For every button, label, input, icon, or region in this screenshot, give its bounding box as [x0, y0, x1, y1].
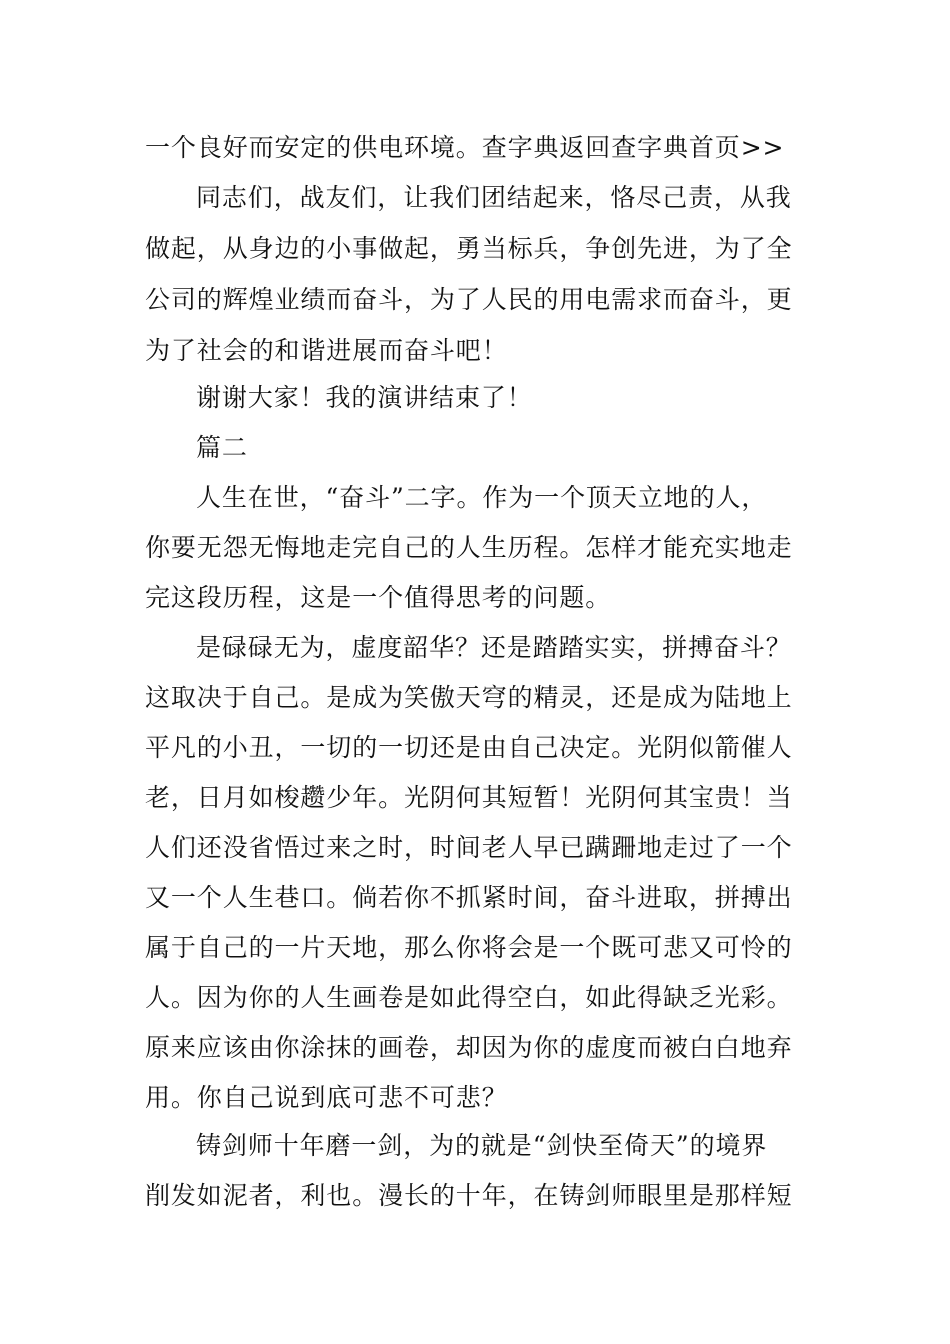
- text-line: 为了社会的和谐进展而奋斗吧！: [145, 336, 508, 365]
- text-line: 属于自己的一片天地，那么你将会是一个既可悲又可怜的: [145, 933, 793, 962]
- text-line: 削发如泥者，利也。漫长的十年，在铸剑师眼里是那样短: [145, 1181, 793, 1210]
- text-line: 做起，从身边的小事做起，勇当标兵，争创先进，为了全: [145, 234, 793, 263]
- text-line: 用。你自己说到底可悲不可悲？: [145, 1083, 508, 1112]
- text-line: 谢谢大家！我的演讲结束了！: [196, 383, 533, 412]
- text-line: 人。因为你的人生画卷是如此得空白，如此得缺乏光彩。: [145, 983, 793, 1012]
- text-line: 你要无怨无悔地走完自己的人生历程。怎样才能充实地走: [145, 533, 793, 562]
- text-line: 原来应该由你涂抹的画卷，却因为你的虚度而被白白地弃: [145, 1033, 793, 1062]
- text-line: 完这段历程，这是一个值得思考的问题。: [145, 583, 612, 612]
- text-line: 同志们，战友们，让我们团结起来，恪尽己责，从我: [196, 183, 792, 212]
- text-line: 老，日月如梭趱少年。光阴何其短暂！光阴何其宝贵！当: [145, 783, 793, 812]
- text-line: 平凡的小丑，一切的一切还是由自己决定。光阴似箭催人: [145, 733, 793, 762]
- text-line: 公司的辉煌业绩而奋斗，为了人民的用电需求而奋斗，更: [145, 285, 793, 314]
- text-line: 又一个人生巷口。倘若你不抓紧时间，奋斗进取，拼搏出: [145, 883, 793, 912]
- text-line: 人生在世，“奋斗”二字。作为一个顶天立地的人，: [196, 483, 768, 512]
- text-line: 一个良好而安定的供电环境。查字典返回查字典首页>>: [145, 133, 785, 162]
- text-line: 这取决于自己。是成为笑傲天穹的精灵，还是成为陆地上: [145, 683, 793, 712]
- text-line: 是碌碌无为，虚度韶华？还是踏踏实实，拼搏奋斗？: [196, 633, 792, 662]
- text-line: 铸剑师十年磨一剑，为的就是“剑快至倚天”的境界: [196, 1131, 768, 1160]
- text-line: 人们还没省悟过来之时，时间老人早已蹒跚地走过了一个: [145, 833, 793, 862]
- section-heading: 篇二: [196, 433, 248, 462]
